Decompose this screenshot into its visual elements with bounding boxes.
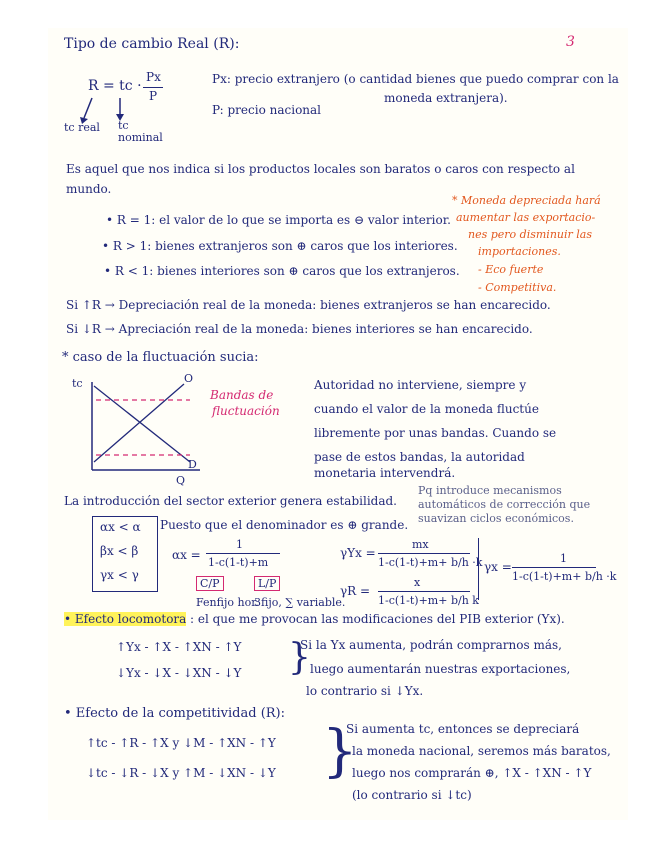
alpha-comparison: αx < α xyxy=(100,520,141,534)
competitiveness-explain-1: Si aumenta tc, entonces se depreciará xyxy=(346,722,580,736)
formula-lhs: R = tc · xyxy=(88,78,142,94)
case-r-equal-1: • R = 1: el valor de lo que se importa es ⊖ valor interior. xyxy=(106,213,451,227)
depreciation-line: Si ↑R → Depreciación real de la moneda: bienes extranjeros se han encarecido. xyxy=(66,298,551,312)
intro-line-1: Es aquel que nos indica si los productos locales son baratos o caros con respecto al xyxy=(66,162,575,176)
fixed-note: Fenfijo hor. xyxy=(196,596,259,609)
gamma-x-denominator: 1-c(1-t)+m+ b/h ·k xyxy=(512,570,617,583)
band-description-4: pase de estos bandas, la autoridad xyxy=(314,450,525,464)
locomotive-explain-1: Si la Yx aumenta, podrán comprarnos más, xyxy=(300,638,562,652)
side-note-line-5: - Eco fuerte xyxy=(478,263,544,276)
band-description-2: cuando el valor de la moneda fluctúe xyxy=(314,402,539,416)
band-description-1: Autoridad no interviene, siempre y xyxy=(314,378,527,392)
locomotive-title: • Efecto locomotora xyxy=(64,612,187,626)
external-sector-note-3: suavizan ciclos económicos. xyxy=(418,512,574,525)
lp-box: L/P xyxy=(254,576,280,591)
gamma-r-denominator: 1-c(1-t)+m+ b/h k xyxy=(378,594,479,607)
competitiveness-up-chain: ↑tc - ↑R - ↑X y ↓M - ↑XN - ↑Y xyxy=(86,736,276,750)
competitiveness-explain-2: la moneda nacional, seremos más baratos, xyxy=(352,744,611,758)
tc-real-label: tc real xyxy=(64,121,100,134)
page-title: Tipo de cambio Real (R): xyxy=(64,36,240,52)
side-note-line-3: nes pero disminuir las xyxy=(468,228,592,241)
page-number: 3 xyxy=(566,34,575,50)
gamma-yx-numerator: mx xyxy=(412,538,429,551)
tc-nominal-label: tc nominal xyxy=(118,119,163,145)
locomotive-explain-2: luego aumentarán nuestras exportaciones, xyxy=(310,662,571,676)
case-r-greater-1: • R > 1: bienes extranjeros son ⊕ caros que los interiores. xyxy=(102,239,458,253)
gamma-x-lhs: γx = xyxy=(484,560,512,574)
external-sector-line: La introducción del sector exterior genera estabilidad. xyxy=(64,494,397,508)
alpha-x-numerator: 1 xyxy=(236,538,243,551)
locomotive-text: : el que me provocan las modificaciones del PIB exterior (Yx). xyxy=(190,612,565,626)
graph-d-label: D xyxy=(188,458,197,471)
appreciation-line: Si ↓R → Apreciación real de la moneda: bienes interiores se han encarecido. xyxy=(66,322,533,336)
alpha-x-fraction-bar xyxy=(206,553,280,554)
locomotive-down-chain: ↓Yx - ↓X - ↓XN - ↓Y xyxy=(116,666,242,680)
case-r-less-1: • R < 1: bienes interiores son ⊕ caros que los extranjeros. xyxy=(104,264,460,278)
denominator-line: Puesto que el denominador es ⊕ grande. xyxy=(160,518,409,532)
band-label-1: Bandas de xyxy=(210,388,274,402)
graph-o-label: O xyxy=(184,372,194,385)
formula-numerator: Px xyxy=(146,70,161,84)
competitiveness-explain-4: (lo contrario si ↓tc) xyxy=(352,788,472,802)
locomotive-explain-3: lo contrario si ↓Yx. xyxy=(306,684,424,698)
graph-tc-label: tc xyxy=(72,377,83,390)
gamma-comparison: γx < γ xyxy=(100,568,139,582)
alpha-x-lhs: αx = xyxy=(172,548,201,562)
p-definition: P: precio nacional xyxy=(212,103,322,117)
competitiveness-down-chain: ↓tc - ↓R - ↓X y ↑M - ↓XN - ↓Y xyxy=(86,766,276,780)
locomotive-brace: } xyxy=(288,637,311,678)
external-sector-note-1: Pq introduce mecanismos xyxy=(418,484,562,497)
gamma-r-fraction-bar xyxy=(378,591,470,592)
gamma-yx-lhs: γYx = xyxy=(340,546,376,560)
beta-comparison: βx < β xyxy=(100,544,139,558)
external-sector-note-2: automáticos de corrección que xyxy=(418,498,591,511)
variable-note: 3fijo, ∑ variable. xyxy=(254,596,346,609)
locomotive-up-chain: ↑Yx - ↑X - ↑XN - ↑Y xyxy=(116,640,242,654)
px-definition: Px: precio extranjero (o cantidad bienes que puedo comprar con la xyxy=(212,72,619,86)
band-section-title: * caso de la fluctuación sucia: xyxy=(62,350,259,365)
gamma-x-numerator: 1 xyxy=(560,552,567,565)
side-note-line-1: * Moneda depreciada hará xyxy=(452,194,601,207)
formula-divider xyxy=(478,538,479,600)
band-description-3: libremente por unas bandas. Cuando se xyxy=(314,426,557,440)
alpha-x-denominator: 1-c(1-t)+m xyxy=(208,556,269,569)
gamma-x-fraction-bar xyxy=(512,567,596,568)
competitiveness-brace: } xyxy=(322,719,358,784)
side-note-line-4: importaciones. xyxy=(478,245,561,258)
competitiveness-title: • Efecto de la competitividad (R): xyxy=(64,706,285,721)
cp-box: C/P xyxy=(196,576,224,591)
formula-denominator: P xyxy=(149,89,158,103)
side-note-line-6: - Competitiva. xyxy=(478,281,557,294)
band-label-2: fluctuación xyxy=(212,404,280,418)
gamma-yx-denominator: 1-c(1-t)+m+ b/h ·k xyxy=(378,556,483,569)
graph-q-label: Q xyxy=(176,474,186,487)
px-definition-cont: moneda extranjera). xyxy=(384,91,508,105)
gamma-r-lhs: γR = xyxy=(340,584,371,598)
band-description-5: monetaria intervendrá. xyxy=(314,466,456,480)
side-note-line-2: aumentar las exportacio- xyxy=(456,211,596,224)
competitiveness-explain-3: luego nos comprarán ⊕, ↑X - ↑XN - ↑Y xyxy=(352,766,592,780)
gamma-r-numerator: x xyxy=(414,576,421,589)
gamma-yx-fraction-bar xyxy=(378,553,470,554)
intro-line-2: mundo. xyxy=(66,182,112,196)
